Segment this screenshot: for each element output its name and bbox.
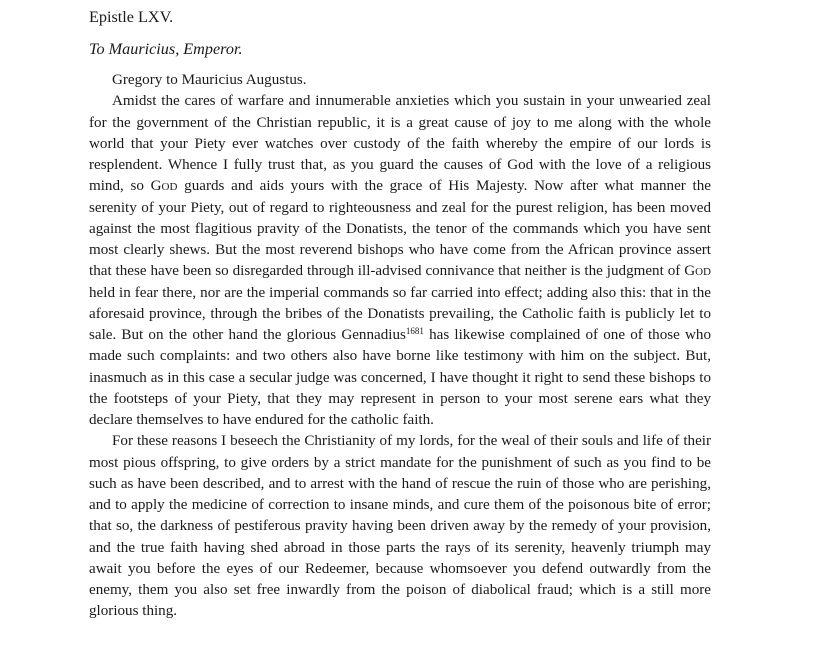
paragraph-1-part-a: Amidst the cares of warfare and innumerable anxieties which you sustain in your unwearied zeal for the government of the Christian republic, it is a great cause of joy to me along with the whole world that your Piety ever watches over custody of the faith whereby the empire of our lords is resplendent. Whence I fully trust that, as you guard the causes of God with the love of a religious mind, so: [89, 93, 711, 195]
god-small-caps-1: God: [150, 178, 178, 195]
paragraph-1-part-c: held in fear there, nor are the imperial commands so far carried into effect; adding also this: that in the aforesaid province, through the bribes of the Donatists prevailing, the Catholic faith is publicly let to sale. But on the other hand the glorious Gennadius: [89, 284, 711, 343]
epistle-heading: Epistle LXV.: [89, 8, 174, 26]
paragraph-1-part-d: has likewise complained of one of those who made such complaints: and two others also have borne like testimony with him on the subject. But, inasmuch as in this case a secular judge was concerned, I have thought it right to send these bishops to the footsteps of your Piety, that they may represent in person to your most serene ears what they declare themselves to have endured for the catholic faith.: [89, 327, 711, 428]
footnote-marker[interactable]: 1681: [405, 326, 424, 336]
epistle-body: [89, 70, 711, 623]
epistle-recipient: To Mauricius, Emperor.: [89, 40, 243, 58]
paragraph-1: [89, 91, 711, 431]
salutation: Gregory to Mauricius Augustus.: [112, 72, 307, 88]
god-small-caps-2: God: [684, 263, 711, 280]
document-page: [89, 6, 711, 623]
paragraph-1-part-b: guards and aids yours with the grace of His Majesty. Now after what manner the serenity of your Piety, out of regard to righteousness and zeal for the purest religion, has been moved against the most flagitious pravity of the Donatists, the tenor of the commands which you have sent most clearly shews. But the most reverend bishops who have come from the African province assert that these have been so disregarded through ill-advised connivance that neither is the judgment of: [89, 178, 711, 280]
paragraph-2: For these reasons I beseech the Christianity of my lords, for the weal of their souls and life of their most pious offspring, to give orders by a strict mandate for the punishment of such as you find to be such as have been described, and to arrest with the hand of rescue the ruin of those who are perishing, and to apply the medicine of correction to insane minds, and cure them of the poisonous bite of error; that so, the darkness of pestiferous pravity having been driven away by the remedy of your provision, and the true faith having shed abroad in those parts the rays of its serenity, heavenly triumph may await you before the eyes of our Redeemer, because whomsoever you defend outwardly from the enemy, them you also set free inwardly from the poison of diabolical fraud; which is a still more glorious thing.: [89, 433, 711, 620]
